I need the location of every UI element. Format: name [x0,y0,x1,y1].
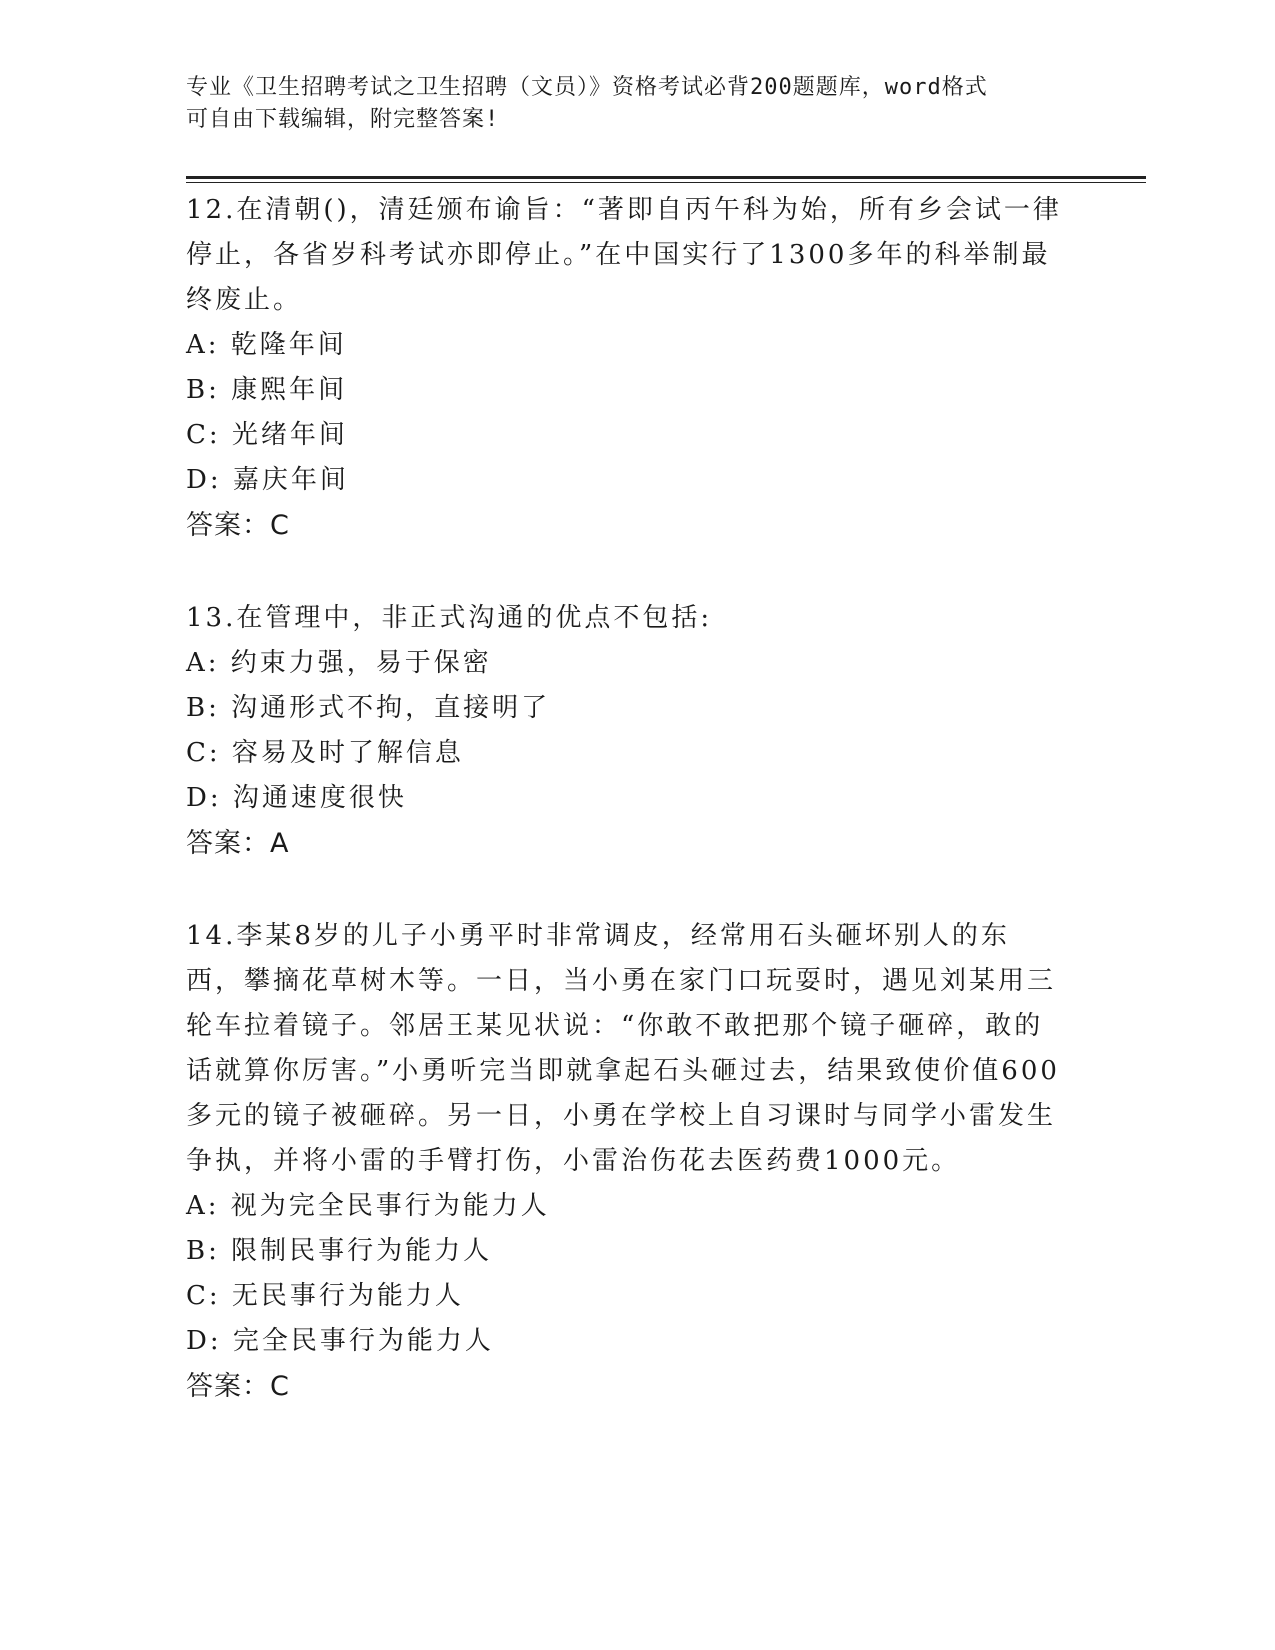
option-b: B: 康熙年间 [186,375,348,405]
option-c: C: 无民事行为能力人 [186,1281,464,1311]
option-d: D: 沟通速度很快 [186,783,407,813]
question-stem: 13.在管理中，非正式沟通的优点不包括: [186,603,713,633]
option-a: A: 约束力强，易于保密 [186,648,492,678]
question-12 [186,188,1066,548]
question-stem: 12.在清朝()，清廷颁布谕旨：“著即自丙午科为始，所有乡会试一律停止，各省岁科考试亦即停止。”在中国实行了1300多年的科举制最终废止。 [186,195,1062,315]
answer-line: 答案：A [186,828,290,859]
option-c: C: 光绪年间 [186,420,348,450]
option-b: B: 限制民事行为能力人 [186,1236,493,1266]
option-a: A: 乾隆年间 [186,330,347,360]
option-c: C: 容易及时了解信息 [186,738,464,768]
header-divider-thick [186,176,1146,179]
question-stem: 14.李某8岁的儿子小勇平时非常调皮，经常用石头砸坏别人的东西，攀摘花草树木等。一日，当小勇在家门口玩耍时，遇见刘某用三轮车拉着镜子。邻居王某见状说：“你敢不敢把那个镜子砸碎，敢的话就算你厉害。”小勇听完当即就拿起石头砸过去，结果致使价值600多元的镜子被砸碎。另一日，小勇在学校上自习课时与同学小雷发生争执，并将小雷的手臂打伤，小雷治伤花去医药费1000元。 [186,921,1060,1176]
option-b: B: 沟通形式不拘，直接明了 [186,693,551,723]
option-d: D: 嘉庆年间 [186,465,349,495]
header-divider-thin [186,182,1146,183]
answer-line: 答案：C [186,510,290,541]
option-a: A: 视为完全民事行为能力人 [186,1191,550,1221]
answer-line: 答案：C [186,1371,290,1402]
document-header: 专业《卫生招聘考试之卫生招聘（文员）》资格考试必背200题题库，word格式 可自由下载编辑，附完整答案! [186,75,988,132]
question-14 [186,914,1066,1409]
question-13 [186,596,1066,866]
option-d: D: 完全民事行为能力人 [186,1326,494,1356]
